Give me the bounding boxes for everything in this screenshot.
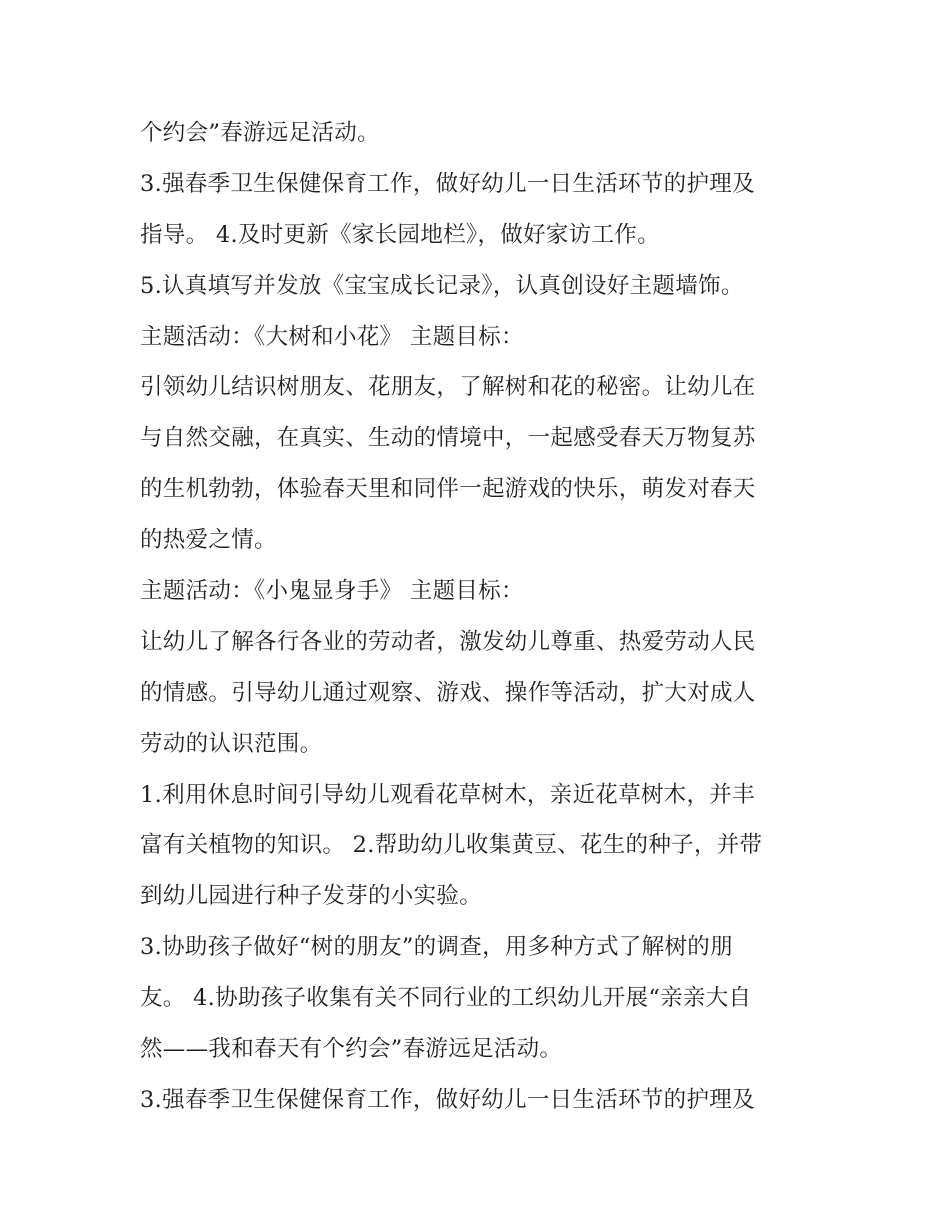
text-line: 3.强春季卫生保健保育工作，做好幼儿一日生活环节的护理及 bbox=[140, 1086, 755, 1113]
text-line: 1.利用休息时间引导幼儿观看花草树木，亲近花草树木，并丰 bbox=[140, 781, 755, 808]
text-line: 指导。 4.及时更新《家长园地栏》，做好家访工作。 bbox=[140, 221, 660, 248]
text-line: 到幼儿园进行种子发芽的小实验。 bbox=[140, 883, 483, 910]
theme-heading: 主题活动：《小鬼显身手》 主题目标： bbox=[140, 578, 524, 605]
text-line: 引领幼儿结识树朋友、花朋友，了解树和花的秘密。让幼儿在 bbox=[140, 374, 756, 401]
text-line: 的生机勃勃，体验春天里和同伴一起游戏的快乐，萌发对春天 bbox=[140, 476, 756, 503]
text-line: 3.强春季卫生保健保育工作，做好幼儿一日生活环节的护理及 bbox=[140, 170, 755, 197]
text-line: 3.协助孩子做好“树的朋友”的调查，用多种方式了解树的朋 bbox=[140, 934, 733, 961]
theme-heading: 主题活动：《大树和小花》 主题目标： bbox=[140, 323, 524, 350]
text-line: 5.认真填写并发放《宝宝成长记录》，认真创设好主题墙饰。 bbox=[140, 272, 744, 299]
text-line: 富有关植物的知识。 2.帮助幼儿收集黄豆、花生的种子，并带 bbox=[140, 832, 763, 859]
text-line: 的热爱之情。 bbox=[140, 527, 277, 554]
text-line: 劳动的认识范围。 bbox=[140, 730, 323, 757]
text-line: 与自然交融，在真实、生动的情境中，一起感受春天万物复苏 bbox=[140, 425, 756, 452]
text-line: 的情感。引导幼儿通过观察、游戏、操作等活动，扩大对成人 bbox=[140, 679, 756, 706]
text-line: 让幼儿了解各行各业的劳动者，激发幼儿尊重、热爱劳动人民 bbox=[140, 628, 756, 655]
text-line: 友。 4.协助孩子收集有关不同行业的工织幼儿开展“亲亲大自 bbox=[140, 985, 752, 1012]
document-body bbox=[140, 108, 820, 1126]
text-line: 然——我和春天有个约会”春游远足活动。 bbox=[140, 1036, 563, 1063]
text-line: 个约会”春游远足活动。 bbox=[140, 120, 380, 146]
